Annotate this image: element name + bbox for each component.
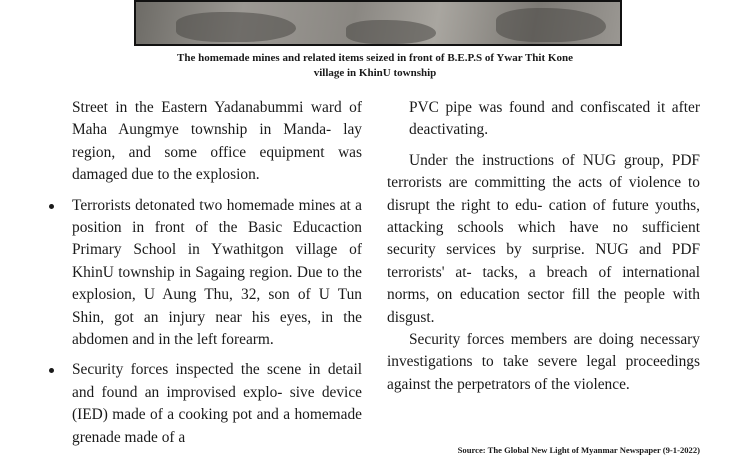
caption-line-2: village in KhinU township xyxy=(313,67,437,79)
nug-paragraph xyxy=(387,150,700,329)
text-line: Under the instructions of NUG xyxy=(409,151,617,169)
right-column xyxy=(387,97,700,396)
text-line: violence. xyxy=(573,375,630,393)
bullet-dot-icon xyxy=(49,204,54,209)
photo-caption xyxy=(110,51,640,81)
text-line: which have no sufficient security services xyxy=(387,219,700,259)
bullet-item-explosion xyxy=(72,195,362,352)
seized-mines-photo xyxy=(134,0,622,46)
text-line: an injury near his eyes, in the abdomen xyxy=(72,308,362,349)
text-line: PVC pipe was found and confiscated it xyxy=(409,99,666,116)
bullet-paragraph xyxy=(72,359,362,449)
text-line: lay region, and some office equipment xyxy=(72,121,362,161)
text-line: and in the left forearm. xyxy=(132,331,274,349)
source-citation: Source: The Global New Light of Myanmar Newspaper (9-1-2022) xyxy=(457,445,700,455)
text-line: mines at a position in front of the Basic xyxy=(72,196,362,237)
text-line: U Aung Thu, 32, son of U Tun Shin, got xyxy=(72,286,362,326)
left-column xyxy=(72,97,362,449)
text-line: Security forces inspected the scene in xyxy=(72,361,321,379)
text-line: and a homemade grenade made of a xyxy=(72,406,362,446)
bullet-item-inspection xyxy=(72,359,362,449)
text-line: in Sagaing region. Due to the explosion, xyxy=(72,263,362,304)
text-line: necessary investigations to take severe legal xyxy=(387,331,700,371)
text-line: tacks, a breach of international norms, on xyxy=(387,263,700,304)
text-line: Terrorists detonated two homemade xyxy=(72,196,295,214)
text-line: detail and found an improvised explo- xyxy=(72,361,362,401)
bullet-dot-icon xyxy=(49,368,54,373)
text-line: acts of violence to disrupt the right to edu- xyxy=(387,174,700,214)
text-line: cation of future youths, attacking schools xyxy=(387,196,700,237)
text-line: Street in the Eastern Yadanabummi ward xyxy=(72,99,342,116)
text-line: after deactivating. xyxy=(409,99,700,139)
text-line: Ywathitgon village of KhinU township xyxy=(72,241,362,281)
text-line: education sector fill the people with disgust. xyxy=(387,286,700,326)
intro-paragraph xyxy=(72,97,362,187)
text-line: proceedings against the perpetrators of the xyxy=(387,353,700,393)
text-line: Educaction Primary School in xyxy=(72,219,362,259)
text-line: Security forces members are doing xyxy=(409,331,634,349)
caption-line-1: The homemade mines and related items seized in front of B.E.P.S of Ywar Thit Kone xyxy=(177,52,573,64)
investigation-paragraph xyxy=(387,329,700,396)
text-line: sive device (IED) made of a cooking pot xyxy=(72,383,362,424)
continuation-paragraph xyxy=(387,97,700,142)
text-line: group, PDF terrorists are committing the xyxy=(387,151,700,192)
text-line: by surprise. NUG and PDF terrorists' at- xyxy=(387,241,700,281)
text-line: of Maha Aungmye township in Manda- xyxy=(72,99,362,139)
bullet-paragraph xyxy=(72,195,362,352)
text-line: was damaged due to the explosion. xyxy=(72,143,362,184)
